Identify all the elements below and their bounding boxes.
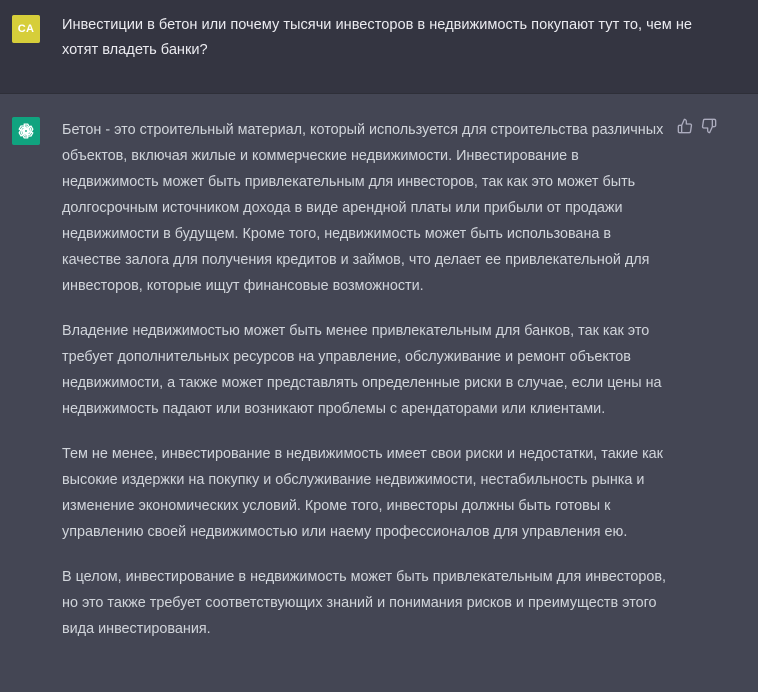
thumbs-up-icon xyxy=(677,118,693,134)
user-message-text: Инвестиции в бетон или почему тысячи инвесторов в недвижимость покупают тут то, чем не хотят владеть банки? xyxy=(62,17,693,58)
thumbs-up-button[interactable] xyxy=(676,117,694,135)
user-message-block xyxy=(0,0,758,94)
openai-logo-icon xyxy=(16,121,36,141)
feedback-buttons xyxy=(676,117,718,135)
thumbs-down-button[interactable] xyxy=(700,117,718,135)
response-paragraph: В целом, инвестирование в недвижимость может быть привлекательным для инвесторов, но это также требует соответствующих знаний и понимания рисков и преимуществ этого вида инвестирования. xyxy=(62,569,666,637)
thumbs-down-icon xyxy=(701,118,717,134)
response-paragraph: Тем не менее, инвестирование в недвижимость имеет свои риски и недостатки, такие как высокие издержки на покупку и обслуживание недвижимости, нестабильность рынка и изменение экономических условий. Кроме того, инвесторы должны быть готовы к управлению своей недвижимостью или наему профессионалов для управления ею. xyxy=(62,446,663,540)
assistant-message-text xyxy=(62,117,672,661)
assistant-avatar xyxy=(12,117,40,145)
response-paragraph: Бетон - это строительный материал, который используется для строительства различных объектов, включая жилые и коммерческие недвижимости. Инвестирование в недвижимость может быть привлекательным для инвесторов, так как это может быть долгосрочным источником дохода в виде арендной платы или прибыли от продажи недвижимости в будущем. Кроме того, недвижимость может быть использована в качестве залога для получения кредитов и займов, что делает ее привлекательной для инвесторов, которые ищут финансовые возможности. xyxy=(62,122,664,294)
user-avatar-initials: CA xyxy=(17,23,35,35)
user-avatar xyxy=(12,15,40,43)
assistant-message-block xyxy=(0,94,758,692)
response-paragraph: Владение недвижимостью может быть менее привлекательным для банков, так как это требует дополнительных ресурсов на управление, обслуживание и ремонт объектов недвижимости, а также может представлять определенные риски в случае, если цены на недвижимость падают или возникают проблемы с арендаторами или клиентами. xyxy=(62,323,662,417)
